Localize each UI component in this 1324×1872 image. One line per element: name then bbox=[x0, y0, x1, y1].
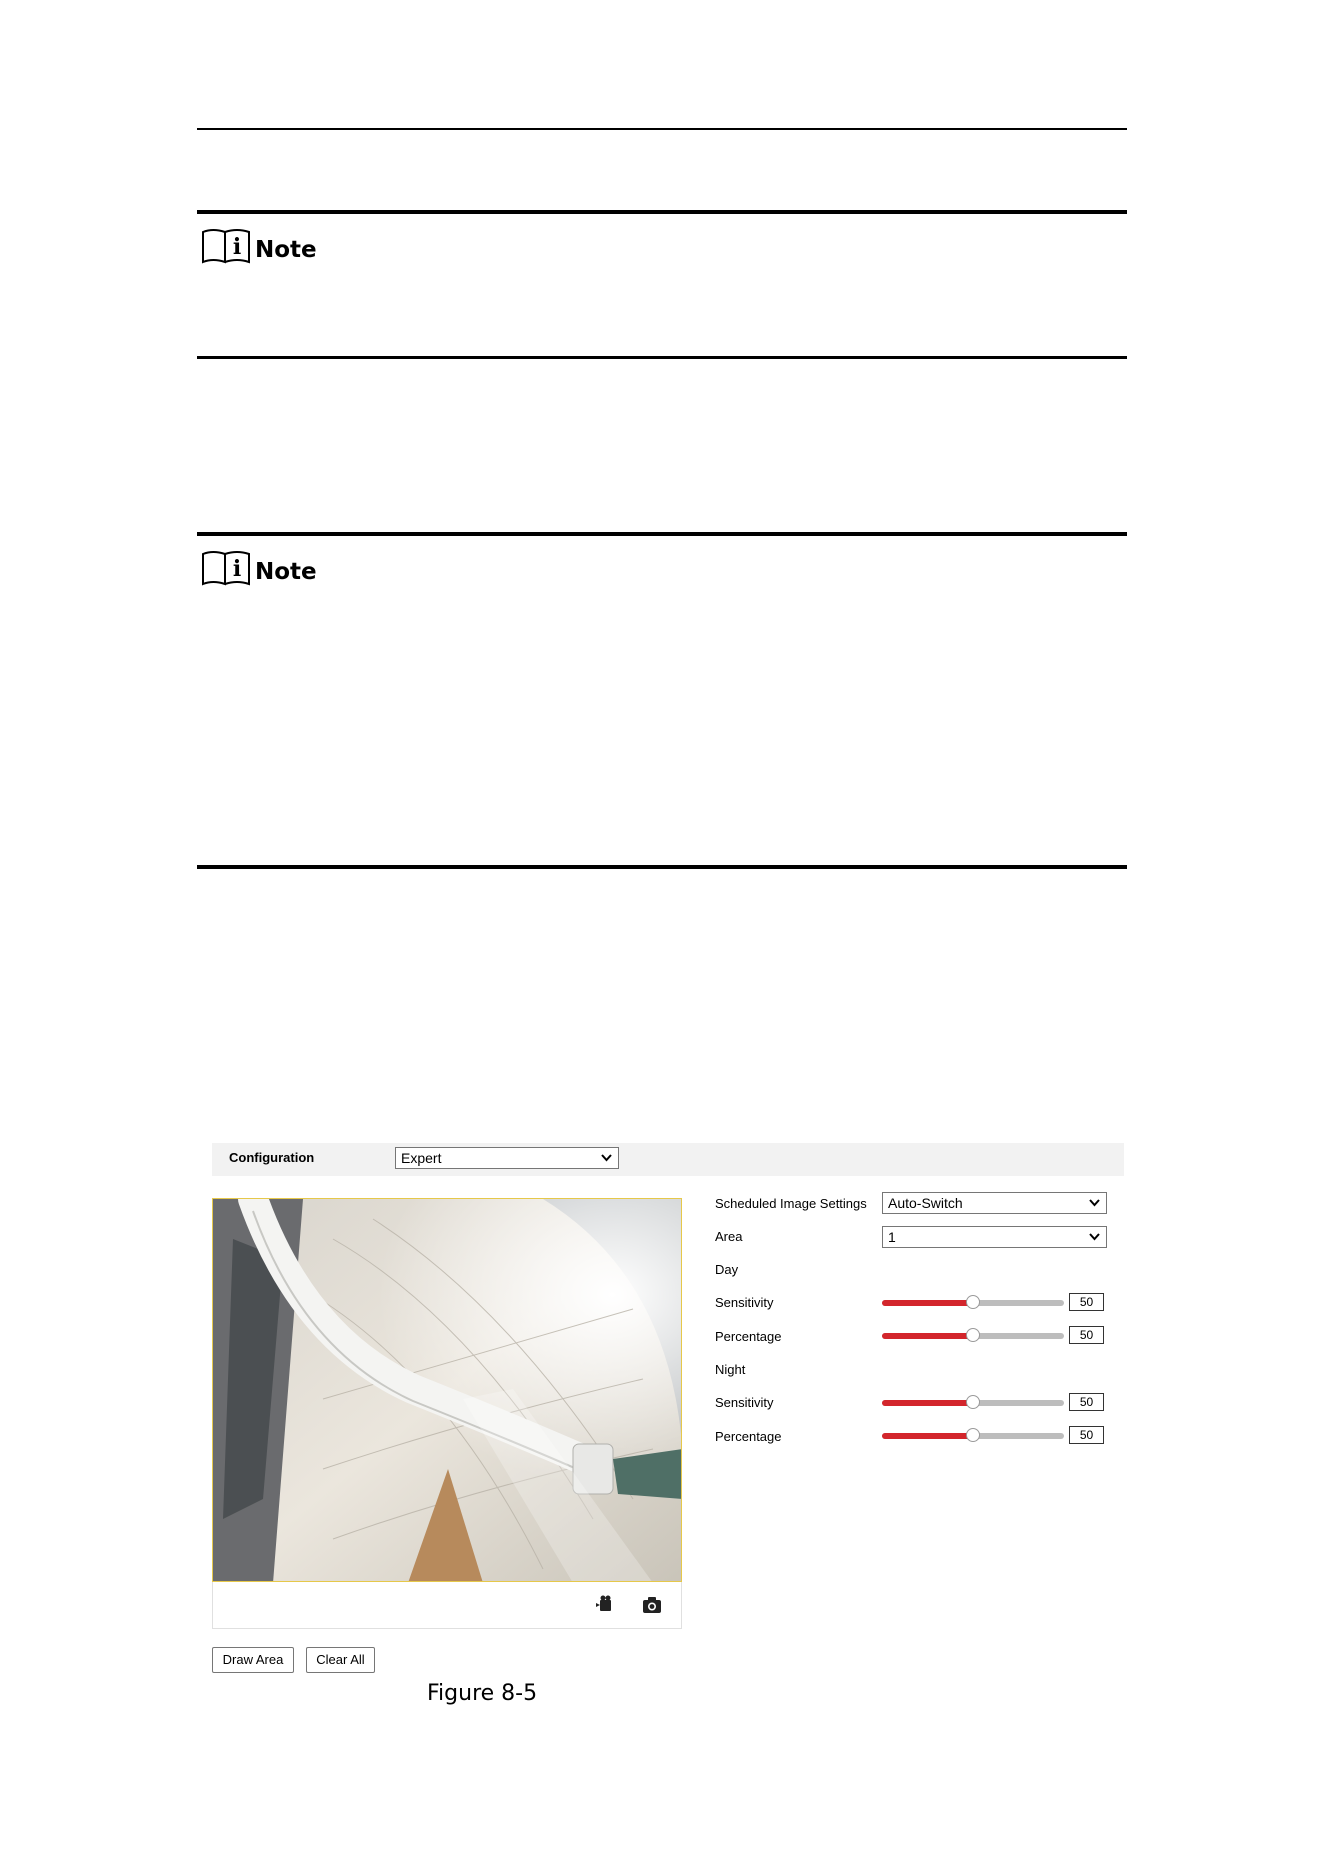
day-sensitivity-label: Sensitivity bbox=[715, 1295, 774, 1310]
book-info-icon bbox=[201, 226, 253, 264]
svg-text:i: i bbox=[232, 556, 242, 582]
area-value: 1 bbox=[888, 1229, 896, 1245]
slider-thumb[interactable] bbox=[966, 1395, 980, 1409]
clear-all-button[interactable]: Clear All bbox=[306, 1647, 375, 1673]
configuration-label: Configuration bbox=[229, 1150, 315, 1165]
night-heading: Night bbox=[715, 1362, 746, 1377]
record-icon[interactable] bbox=[593, 1594, 615, 1616]
day-sensitivity-value[interactable]: 50 bbox=[1069, 1293, 1104, 1311]
day-percentage-label: Percentage bbox=[715, 1329, 782, 1344]
scheduled-image-settings-value: Auto-Switch bbox=[888, 1195, 963, 1211]
day-percentage-slider[interactable] bbox=[882, 1333, 1064, 1339]
camera-view-illustration bbox=[213, 1199, 682, 1582]
slider-fill bbox=[882, 1433, 973, 1439]
video-toolbar bbox=[212, 1582, 682, 1629]
book-info-icon bbox=[201, 548, 253, 586]
slider-fill bbox=[882, 1300, 973, 1306]
note-1 bbox=[201, 226, 317, 264]
night-percentage-label: Percentage bbox=[715, 1429, 782, 1444]
night-sensitivity-slider[interactable] bbox=[882, 1400, 1064, 1406]
svg-text:i: i bbox=[232, 234, 242, 260]
draw-area-button[interactable]: Draw Area bbox=[212, 1647, 294, 1673]
top-rule bbox=[197, 128, 1127, 130]
night-percentage-value[interactable]: 50 bbox=[1069, 1426, 1104, 1444]
area-select[interactable] bbox=[882, 1226, 1107, 1248]
chevron-down-icon bbox=[1088, 1196, 1101, 1209]
night-sensitivity-label: Sensitivity bbox=[715, 1395, 774, 1410]
chevron-down-icon bbox=[600, 1151, 613, 1164]
configuration-mode-value: Expert bbox=[401, 1150, 442, 1166]
note-2 bbox=[201, 548, 317, 586]
live-view-image bbox=[212, 1198, 682, 1582]
scheduled-image-settings-select[interactable] bbox=[882, 1192, 1107, 1214]
chevron-down-icon bbox=[1088, 1230, 1101, 1243]
day-percentage-value[interactable]: 50 bbox=[1069, 1326, 1104, 1344]
slider-thumb[interactable] bbox=[966, 1295, 980, 1309]
area-label: Area bbox=[715, 1229, 743, 1244]
slider-fill bbox=[882, 1400, 973, 1406]
slider-thumb[interactable] bbox=[966, 1428, 980, 1442]
note-2-top-rule bbox=[197, 532, 1127, 536]
scheduled-image-settings-label: Scheduled Image Settings bbox=[715, 1196, 867, 1211]
note-1-bottom-rule bbox=[197, 356, 1127, 359]
configuration-mode-select[interactable] bbox=[395, 1147, 619, 1169]
night-percentage-slider[interactable] bbox=[882, 1433, 1064, 1439]
day-heading: Day bbox=[715, 1262, 739, 1277]
day-sensitivity-slider[interactable] bbox=[882, 1300, 1064, 1306]
note-2-bottom-rule bbox=[197, 865, 1127, 869]
note-label: Note bbox=[255, 559, 317, 585]
slider-fill bbox=[882, 1333, 973, 1339]
slider-thumb[interactable] bbox=[966, 1328, 980, 1342]
snapshot-icon[interactable] bbox=[641, 1594, 663, 1616]
note-1-top-rule bbox=[197, 210, 1127, 214]
note-label: Note bbox=[255, 237, 317, 263]
night-sensitivity-value[interactable]: 50 bbox=[1069, 1393, 1104, 1411]
figure-caption: Figure 8-5 bbox=[427, 1681, 538, 1706]
configuration-bar bbox=[212, 1143, 1124, 1176]
